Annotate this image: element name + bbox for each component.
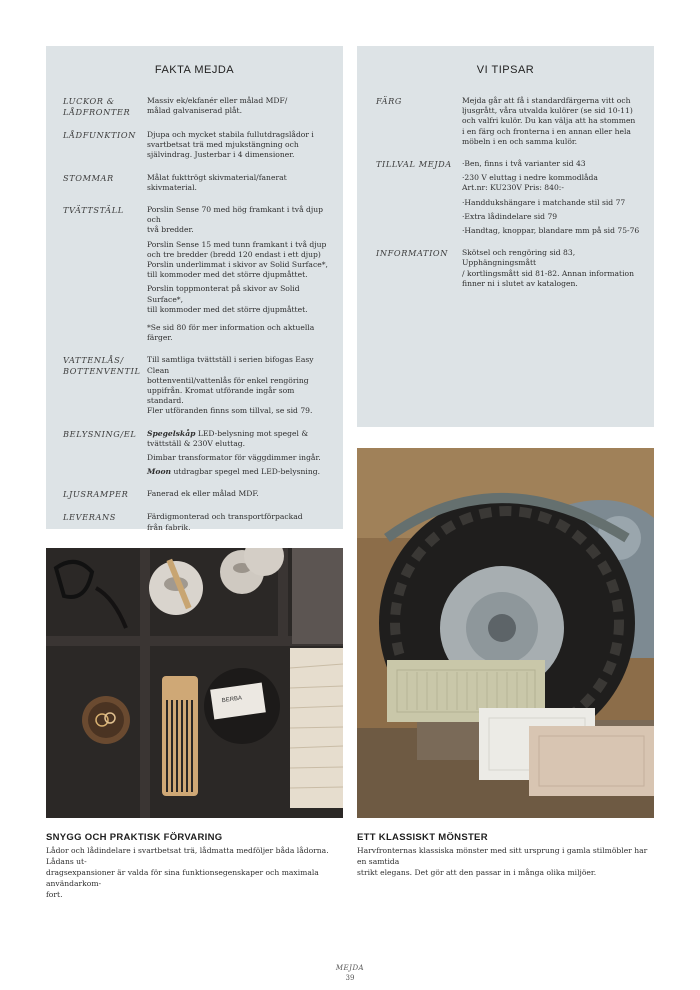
- belysning-text: LED-belysning mot spegel & tvättställ & 230V eluttag.: [147, 428, 309, 448]
- row-label: LEVERANS: [63, 512, 116, 523]
- row-label: INFORMATION: [376, 248, 448, 259]
- row-paragraph: Målat fukttrögt skivmaterial/fanerat skivmaterial.: [147, 172, 287, 192]
- info-row: [63, 429, 333, 478]
- info-row: [63, 489, 333, 500]
- caption-left-text: Lådor och lådindelare i svartbetsat trä, lådmatta medföljer båda lådorna. Lådans ut- dragsexpansioner är valda för sina funktionsegenskaper och maximala användarkom- fort.: [46, 846, 329, 899]
- info-row: [63, 173, 333, 193]
- row-paragraph: Fanerad ek eller målad MDF.: [147, 489, 259, 499]
- info-row: [63, 512, 333, 532]
- row-value: [462, 248, 644, 289]
- row-paragraph: ·230 V eluttag i nedre kommodlåda Art.nr: KU230V Pris: 840:-: [462, 173, 598, 193]
- box-label: BERBA: [221, 695, 243, 705]
- info-row: [63, 355, 333, 416]
- row-value: [147, 429, 333, 478]
- caption-right-title: ETT KLASSISKT MÖNSTER: [357, 832, 488, 843]
- row-label: LUCKOR & LÅDFRONTER: [63, 96, 131, 117]
- moon-label: Moon: [147, 467, 172, 477]
- tips-rows: [376, 96, 644, 301]
- tips-title: VI TIPSAR: [476, 64, 535, 76]
- info-row: [63, 96, 333, 118]
- row-label: VATTENLÅS/ BOTTENVENTIL: [63, 355, 141, 377]
- info-row: [63, 130, 333, 161]
- row-value: [147, 173, 333, 193]
- row-paragraph: Porslin toppmonterat på skivor av Solid Surface*, till kommoder med det större djupmåttet.: [147, 284, 308, 314]
- info-row: [63, 205, 333, 343]
- row-label: TILLVAL MEJDA: [376, 159, 452, 170]
- belysning-line: [147, 467, 333, 477]
- row-paragraph: Porslin Sense 70 med hög framkant i två djup och två bredder.: [147, 205, 323, 235]
- caption-left-title: SNYGG OCH PRAKTISK FÖRVARING: [46, 832, 223, 843]
- info-row: [376, 159, 644, 236]
- fakta-title: FAKTA MEJDA: [154, 64, 235, 76]
- row-value: [147, 205, 333, 343]
- row-value: [147, 489, 333, 500]
- row-paragraph: Mejda går att få i standardfärgerna vitt och ljusgrått, våra utvalda kulörer (se sid 10-11) och valfri kulör. Du kan välja att ha stommen i en färg och fronterna i en annan eller hela möbeln i en och samma kulör.: [462, 96, 636, 146]
- row-label: LJUSRAMPER: [63, 489, 129, 500]
- row-paragraph: Massiv ek/ekfanér eller målad MDF/ målad galvaniserad plåt.: [147, 96, 288, 116]
- row-paragraph: ·Extra lådindelare sid 79: [462, 211, 558, 221]
- spegelskap-label: Spegelskåp: [147, 428, 196, 438]
- footer-brand: MEJDA: [335, 964, 365, 972]
- row-paragraph: Färdigmonterad och transportförpackad från fabrik.: [147, 512, 303, 532]
- tractor-photo: [357, 448, 654, 818]
- row-paragraph: Till samtliga tvättställ i serien bifogas Easy Clean bottenventil/vattenlås för enkel rengöring uppifrån. Kromat utförande ingår som standard. Fler utföranden finns som tillval, se sid 79.: [147, 355, 314, 416]
- belysning-text: utdragbar spegel med LED-belysning.: [171, 467, 320, 477]
- row-paragraph: Porslin Sense 15 med tunn framkant i två djup och tre bredder (bredd 120 endast i ett djup) Porslin underlimmat i skivor av Solid Surface*, till kommoder med det större djupmåttet.: [147, 239, 328, 280]
- row-value: [147, 512, 333, 532]
- info-row: [376, 248, 644, 289]
- row-paragraph: Djupa och mycket stabila fullutdragslådor i svartbetsat trä med mjukstängning och självindrag. Justerbar i 4 dimensioner.: [147, 130, 314, 160]
- row-paragraph: Skötsel och rengöring sid 83, Upphängningsmått / kortlingsmått sid 81-82. Annan information finner ni i slutet av katalogen.: [462, 248, 634, 288]
- row-value: [462, 96, 644, 147]
- tips-panel: [357, 46, 654, 427]
- caption-right-text: Harvfronternas klassiska mönster med sitt ursprung i gamla stilmöbler har en samtida strikt elegans. Det gör att den passar in i många olika miljöer.: [357, 846, 648, 877]
- row-paragraph: ·Handtag, knoppar, blandare mm på sid 75-76: [462, 226, 640, 236]
- row-label: FÄRG: [376, 96, 402, 106]
- row-label: TVÄTTSTÄLL: [63, 205, 124, 216]
- info-row: [376, 96, 644, 147]
- row-value: [462, 159, 644, 236]
- row-value: [147, 355, 333, 416]
- row-label: BELYSNING/EL: [63, 428, 137, 439]
- row-label: STOMMAR: [63, 172, 114, 183]
- page-footer: [0, 963, 700, 983]
- row-value: [147, 130, 333, 161]
- fakta-panel: [46, 46, 343, 532]
- fakta-rows: [63, 96, 333, 545]
- row-paragraph: *Se sid 80 för mer information och aktuella färger.: [147, 323, 315, 343]
- page-number: 39: [345, 974, 355, 982]
- row-label: LÅDFUNKTION: [63, 130, 136, 140]
- row-value: [147, 96, 333, 118]
- belysning-line: [147, 429, 333, 449]
- row-paragraph: ·Ben, finns i två varianter sid 43: [462, 159, 586, 169]
- row-paragraph: ·Handdukshängare i matchande stil sid 77: [462, 197, 626, 207]
- belysning-text: Dimbar transformator för väggdimmer ingår.: [147, 453, 321, 463]
- drawer-photo: [46, 548, 343, 818]
